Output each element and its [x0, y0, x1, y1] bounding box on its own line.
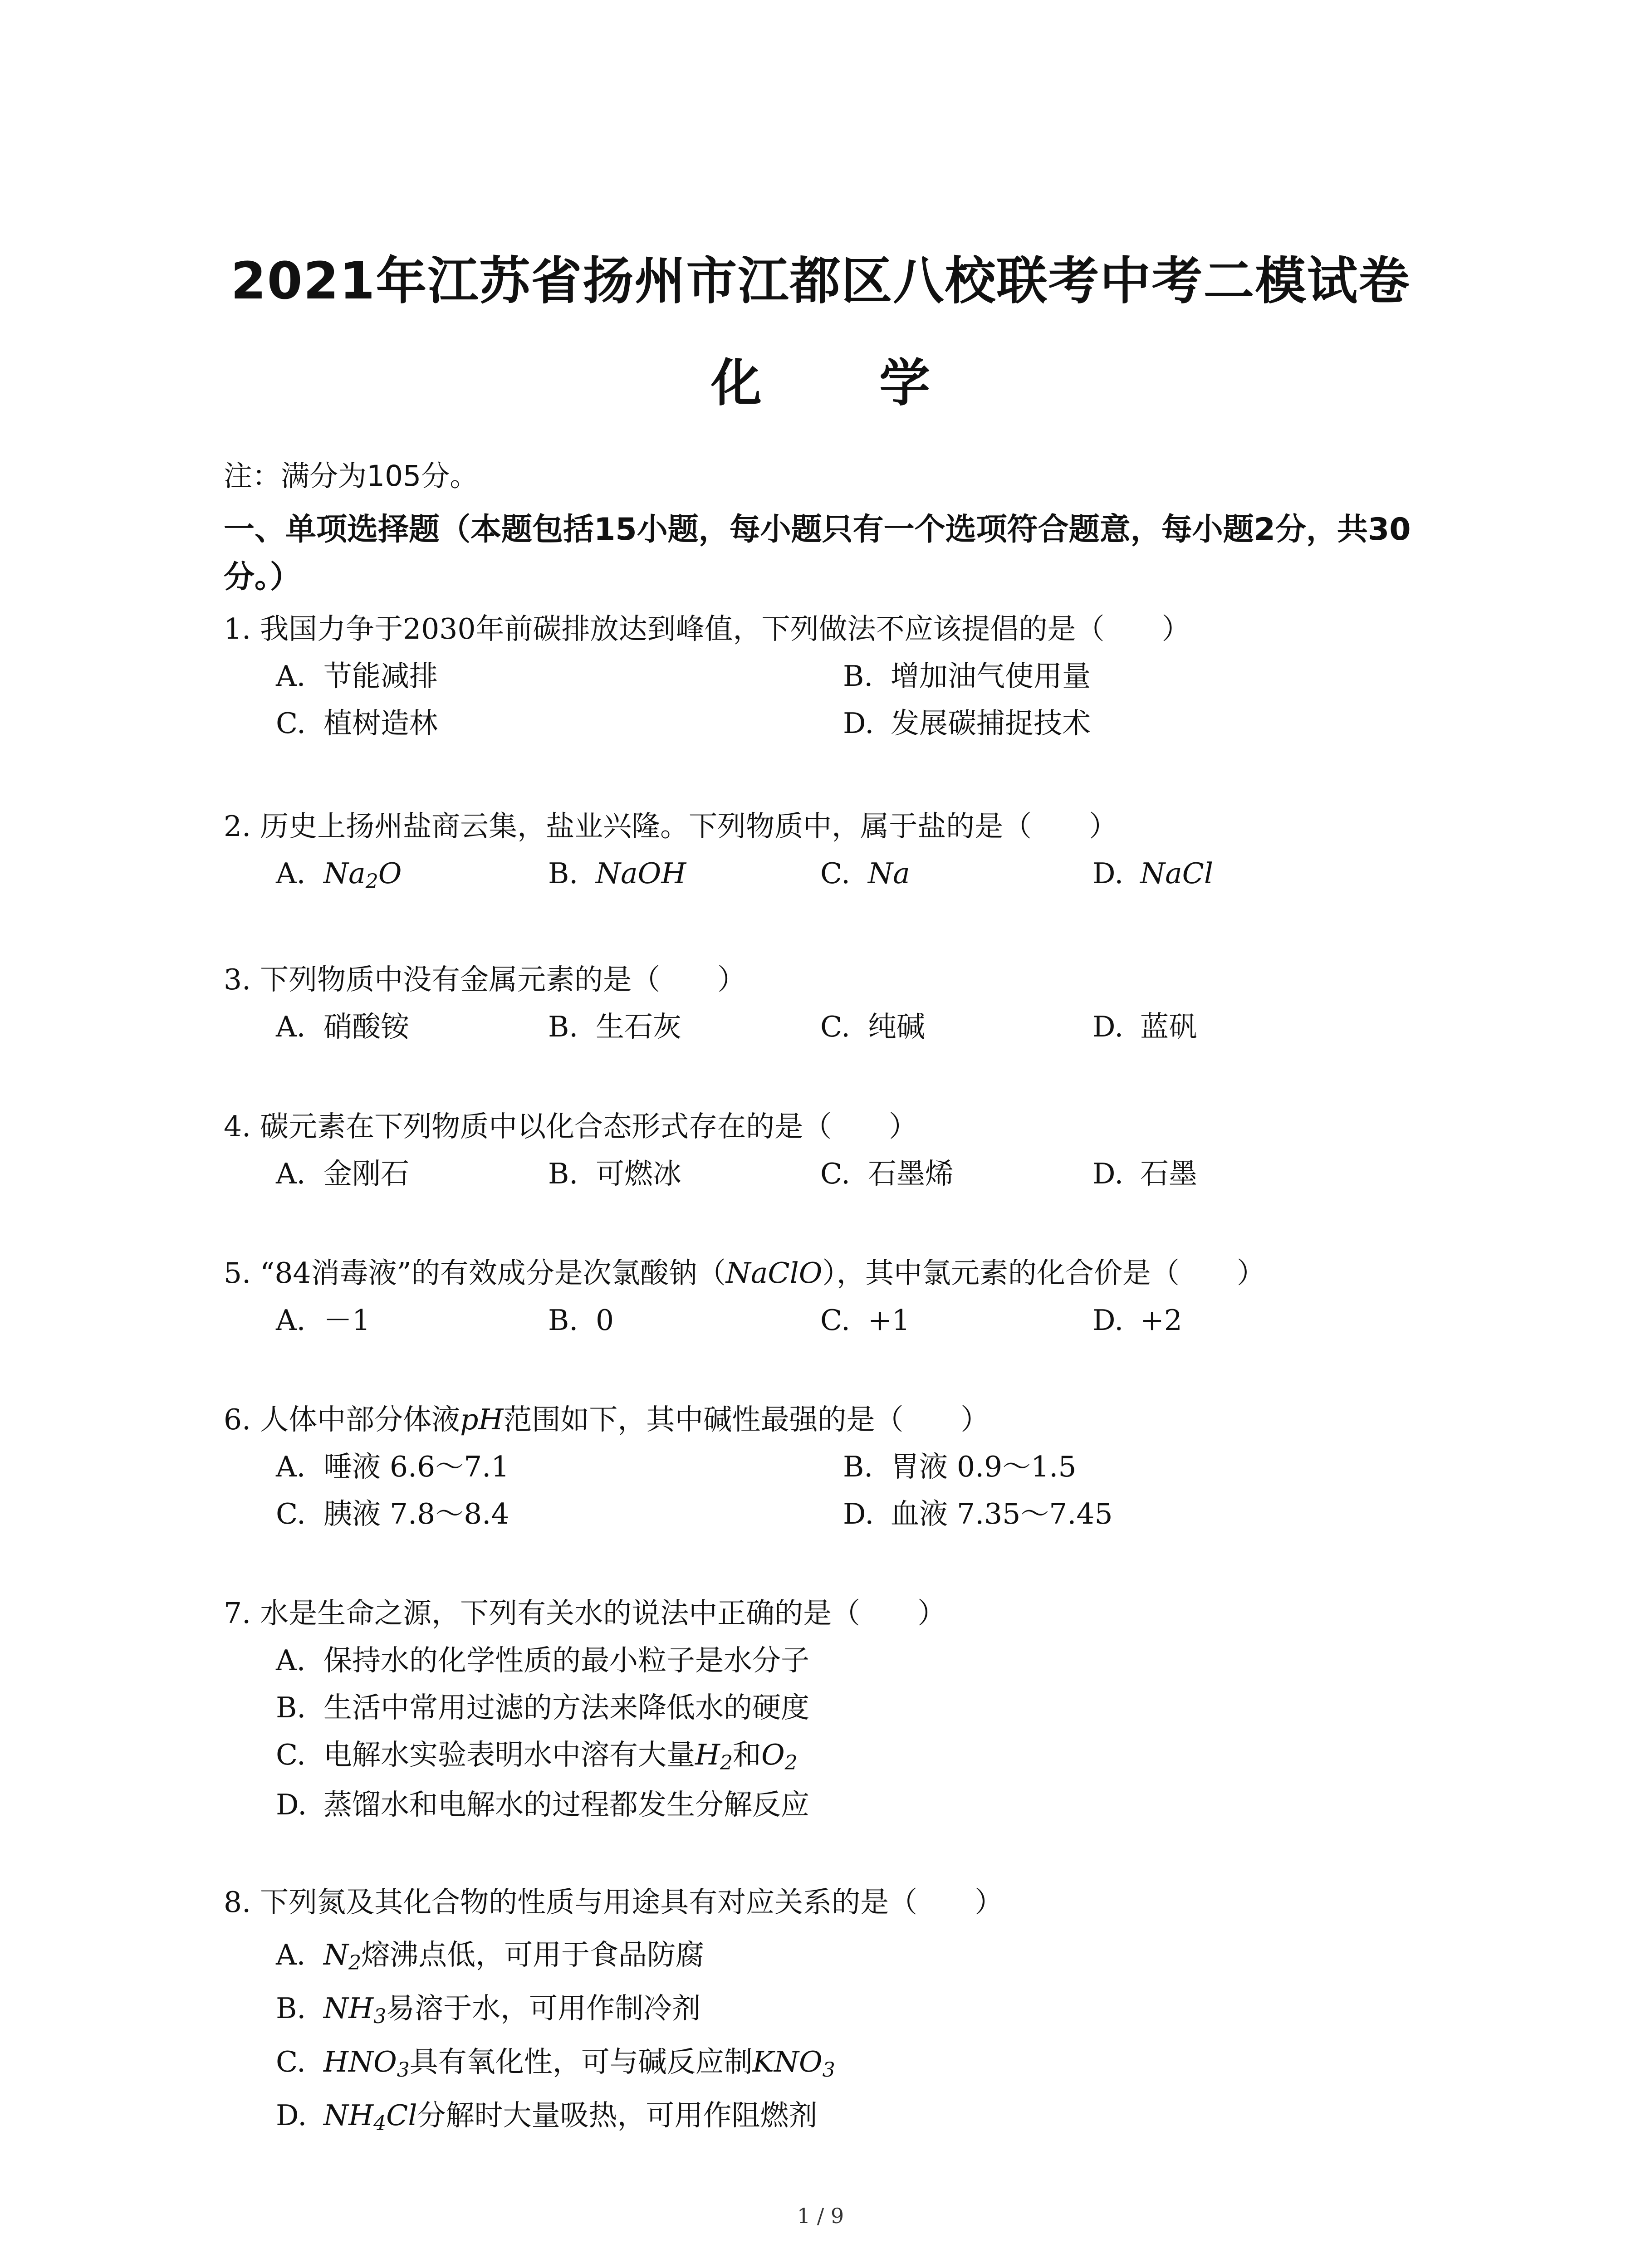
option-d — [1092, 1150, 1197, 1198]
option-d — [1092, 850, 1213, 897]
option-text: 硝酸铵 — [323, 1010, 409, 1043]
formula-subscript: 3 — [373, 2005, 387, 2028]
option-formula — [761, 1738, 798, 1775]
stem-text: 范围如下，其中碱性最强的是（ ） — [503, 1403, 989, 1436]
formula-subscript: 2 — [784, 1751, 798, 1775]
option-text: 血液 7.35～7.45 — [891, 1497, 1113, 1530]
formula-part: KNO — [752, 2045, 823, 2078]
option-a — [276, 1931, 704, 1987]
option-a — [276, 1297, 370, 1344]
formula-part: O — [761, 1738, 785, 1771]
formula-part: HNO — [323, 2045, 397, 2078]
option-a — [276, 1150, 409, 1198]
question-1 — [224, 606, 1426, 747]
formula-subscript: 2 — [365, 870, 378, 894]
stem-formula: NaClO — [725, 1256, 823, 1290]
option-letter: A. — [276, 660, 306, 693]
option-d — [1092, 1003, 1197, 1051]
option-letter: C. — [820, 857, 850, 890]
option-a — [276, 850, 402, 905]
option-letter: B. — [276, 1691, 306, 1724]
option-letter: D. — [843, 1497, 874, 1530]
section-header-line1: 一、单项选择题（本题包括15小题，每小题只有一个选项符合题意，每小题2分，共30 — [224, 512, 1411, 547]
option-letter: A. — [276, 1938, 306, 1971]
option-text: 石墨烯 — [868, 1157, 954, 1190]
option-text: 唾液 6.6～7.1 — [323, 1450, 509, 1483]
question-stem — [224, 1250, 1426, 1297]
option-text: 熔沸点低，可用于食品防腐 — [361, 1938, 705, 1971]
option-letter: A. — [276, 857, 306, 890]
option-letter: D. — [276, 2099, 307, 2132]
option-formula — [323, 2045, 410, 2082]
option-text: －1 — [323, 1304, 371, 1337]
question-stem — [224, 1396, 1426, 1443]
score-note: 注：满分为105分。 — [224, 459, 479, 493]
option-letter: C. — [276, 1497, 306, 1530]
option-letter: B. — [276, 1992, 306, 2025]
option-formula: Na — [868, 857, 910, 890]
option-letter: B. — [843, 660, 873, 693]
section-header — [224, 506, 1426, 601]
option-formula — [323, 1938, 362, 1975]
option-d — [276, 2092, 818, 2147]
formula-part: O — [378, 857, 402, 890]
option-c — [820, 1003, 925, 1051]
option-letter: D. — [1092, 1304, 1124, 1337]
option-formula — [323, 857, 402, 894]
formula-part: NH — [323, 2099, 374, 2132]
option-text: 可燃冰 — [596, 1157, 681, 1190]
formula-subscript: 2 — [720, 1751, 733, 1775]
option-c — [276, 1491, 509, 1538]
stem-text: 5. “84消毒液”的有效成分是次氯酸钠（ — [224, 1256, 726, 1290]
option-d — [843, 1491, 1113, 1538]
option-text: 电解水实验表明水中溶有大量 — [323, 1738, 695, 1771]
option-a — [276, 1443, 509, 1491]
option-a — [276, 1003, 409, 1051]
formula-part: H — [695, 1738, 720, 1771]
formula-part: N — [323, 1938, 349, 1971]
option-b — [276, 1985, 700, 2040]
option-letter: A. — [276, 1010, 306, 1043]
option-letter: A. — [276, 1157, 306, 1190]
question-stem: 7. 水是生命之源，下列有关水的说法中正确的是（ ） — [224, 1597, 946, 1630]
option-c — [276, 700, 438, 747]
option-text: 增加油气使用量 — [891, 660, 1091, 693]
option-text: 石墨 — [1140, 1157, 1197, 1190]
question-6 — [224, 1396, 1426, 1538]
question-7 — [224, 1590, 1426, 1826]
option-letter: C. — [276, 2045, 306, 2078]
option-letter: C. — [820, 1304, 850, 1337]
option-letter: B. — [548, 857, 578, 890]
option-text: 发展碳捕捉技术 — [891, 707, 1091, 740]
option-text: 胰液 7.8～8.4 — [323, 1497, 509, 1530]
option-text: 生活中常用过滤的方法来降低水的硬度 — [323, 1691, 809, 1724]
stem-formula: pH — [460, 1403, 504, 1436]
option-a — [276, 1637, 809, 1684]
option-text: 纯碱 — [868, 1010, 925, 1043]
page-number: 1 / 9 — [797, 2204, 844, 2228]
option-letter: B. — [548, 1304, 578, 1337]
option-formula: NaCl — [1140, 857, 1214, 890]
formula-part: NH — [323, 1992, 374, 2025]
option-b — [548, 850, 686, 897]
question-8 — [224, 1879, 1426, 2135]
option-text: +1 — [868, 1304, 910, 1337]
option-b — [276, 1684, 809, 1731]
question-3 — [224, 956, 1426, 1051]
option-letter: C. — [820, 1010, 850, 1043]
option-formula — [323, 2099, 417, 2136]
option-c — [820, 850, 910, 897]
option-text: 蒸馏水和电解水的过程都发生分解反应 — [323, 1788, 809, 1821]
option-formula — [695, 1738, 733, 1775]
option-text: 0 — [596, 1304, 614, 1337]
option-letter: C. — [276, 707, 306, 740]
question-2 — [224, 803, 1426, 897]
option-formula: NaOH — [596, 857, 686, 890]
option-d — [276, 1781, 809, 1828]
option-text: 易溶于水，可用作制冷剂 — [386, 1992, 701, 2025]
option-b — [548, 1150, 681, 1198]
question-4 — [224, 1103, 1426, 1198]
option-letter: C. — [820, 1157, 850, 1190]
formula-subscript: 2 — [348, 1951, 362, 1975]
option-text: 和 — [733, 1738, 762, 1771]
option-letter: B. — [548, 1010, 578, 1043]
option-text: 金刚石 — [323, 1157, 409, 1190]
option-b — [548, 1297, 614, 1344]
option-formula — [752, 2045, 835, 2082]
option-c — [820, 1150, 954, 1198]
option-c — [276, 2038, 835, 2094]
option-b — [843, 1443, 1076, 1491]
formula-subscript: 4 — [373, 2112, 387, 2136]
formula-subscript: 3 — [397, 2058, 410, 2082]
option-letter: D. — [276, 1788, 307, 1821]
section-header-line2: 分。） — [224, 559, 301, 595]
formula-subscript: 3 — [822, 2058, 835, 2082]
stem-text: ），其中氯元素的化合价是（ ） — [822, 1256, 1265, 1290]
option-letter: C. — [276, 1738, 306, 1771]
question-stem: 1. 我国力争于2030年前碳排放达到峰值，下列做法不应该提倡的是（ ） — [224, 612, 1190, 645]
option-letter: A. — [276, 1450, 306, 1483]
option-text: 胃液 0.9～1.5 — [891, 1450, 1077, 1483]
option-a — [276, 653, 438, 700]
question-5 — [224, 1250, 1426, 1344]
option-text: 分解时大量吸热，可用作阻燃剂 — [417, 2099, 818, 2132]
question-stem: 8. 下列氮及其化合物的性质与用途具有对应关系的是（ ） — [224, 1886, 1004, 1919]
question-stem: 3. 下列物质中没有金属元素的是（ ） — [224, 963, 746, 996]
option-d — [1092, 1297, 1182, 1344]
option-b — [843, 653, 1091, 700]
option-letter: B. — [548, 1157, 578, 1190]
option-text: 生石灰 — [596, 1010, 681, 1043]
option-letter: D. — [843, 707, 874, 740]
option-b — [548, 1003, 681, 1051]
option-text: +2 — [1140, 1304, 1182, 1337]
question-stem: 4. 碳元素在下列物质中以化合态形式存在的是（ ） — [224, 1110, 918, 1143]
option-formula — [323, 1992, 387, 2028]
option-text: 蓝矾 — [1140, 1010, 1197, 1043]
option-c — [276, 1731, 798, 1787]
formula-part: Na — [323, 857, 366, 890]
option-letter: A. — [276, 1304, 306, 1337]
subject-title: 化 学 — [711, 354, 980, 413]
option-d — [843, 700, 1091, 747]
option-text: 节能减排 — [323, 660, 438, 693]
stem-text: 6. 人体中部分体液 — [224, 1403, 460, 1436]
question-stem: 2. 历史上扬州盐商云集，盐业兴隆。下列物质中，属于盐的是（ ） — [224, 810, 1118, 843]
option-letter: B. — [843, 1450, 873, 1483]
option-text: 具有氧化性，可与碱反应制 — [409, 2045, 753, 2078]
option-letter: A. — [276, 1644, 306, 1677]
option-letter: D. — [1092, 857, 1124, 890]
option-text: 植树造林 — [323, 707, 438, 740]
option-letter: D. — [1092, 1157, 1124, 1190]
option-letter: D. — [1092, 1010, 1124, 1043]
exam-title: 2021年江苏省扬州市江都区八校联考中考二模试卷 — [230, 252, 1411, 311]
formula-part: Cl — [386, 2099, 417, 2132]
option-c — [820, 1297, 910, 1344]
option-text: 保持水的化学性质的最小粒子是水分子 — [323, 1644, 809, 1677]
